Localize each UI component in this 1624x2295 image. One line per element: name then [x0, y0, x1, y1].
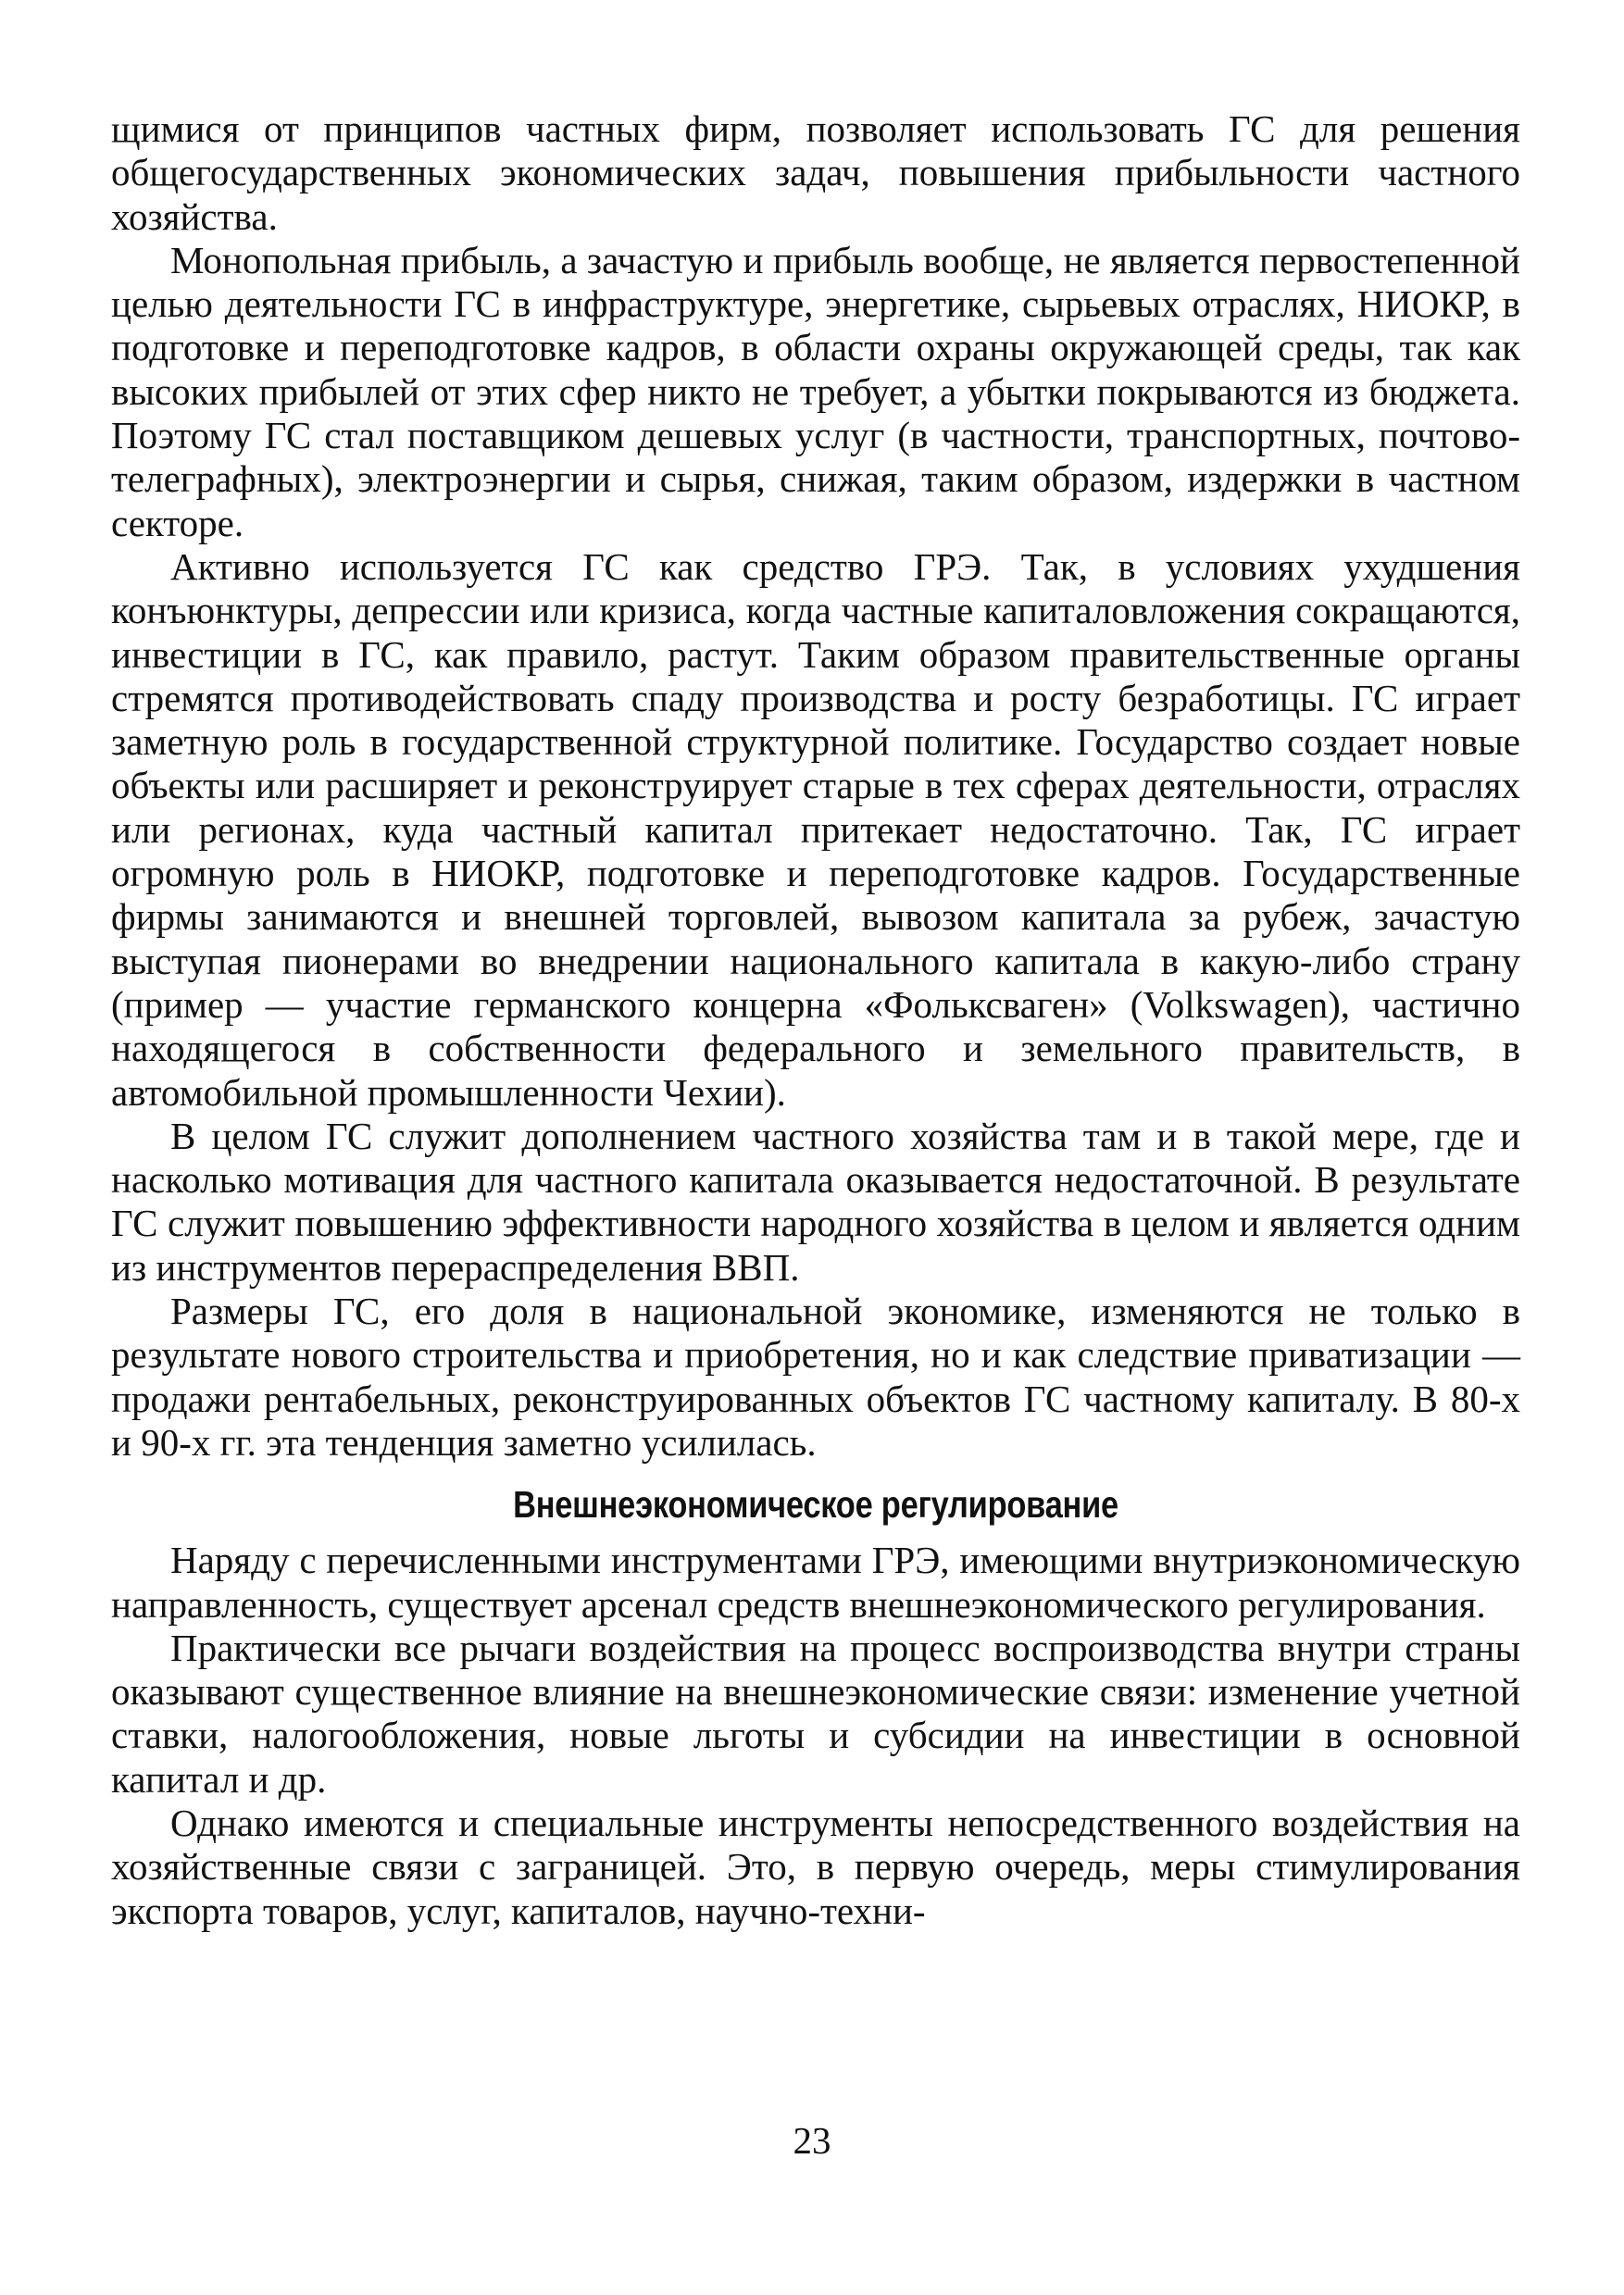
paragraph-continued: щимися от принципов частных фирм, позволяет использовать ГС для решения общегосударственных экономических задач, повышения прибыльности частного хозяйства.	[111, 107, 1520, 238]
paragraph-instruments: Наряду с перечисленными инструментами ГРЭ, имеющими внутриэкономическую направленность, существует арсенал средств внешнеэкономического регулирования.	[111, 1539, 1520, 1626]
text-column	[111, 107, 1520, 1933]
section-heading: Внешнеэкономическое регулирование	[513, 1483, 1118, 1527]
paragraph-special-instruments: Однако имеются и специальные инструменты непосредственного воздействия на хозяйственные связи с заграницей. Это, в первую очередь, меры стимулирования экспорта товаров, услуг, капиталов, научно-техни-	[111, 1801, 1520, 1932]
paragraph-levers: Практически все рычаги воздействия на процесс воспроизводства внутри страны оказывают существенное влияние на внешнеэкономические связи: изменение учетной ставки, налогообложения, новые льготы и субсидии на инвестиции в основной капитал и др.	[111, 1626, 1520, 1801]
paragraph-overall: В целом ГС служит дополнением частного хозяйства там и в такой мере, где и насколько мотивация для частного капитала оказывается недостаточной. В результате ГС служит повышению эффективности народного хозяйства в целом и является одним из инструментов перераспределения ВВП.	[111, 1114, 1520, 1289]
page-number: 23	[793, 2119, 831, 2162]
paragraph-active-use: Активно используется ГС как средство ГРЭ. Так, в условиях ухудшения конъюнктуры, депрессии или кризиса, когда частные капиталовложения сокращаются, инвестиции в ГС, как правило, растут. Таким образом правительственные органы стремятся противодействовать спаду производства и росту безработицы. ГС играет заметную роль в государственной структурной политике. Государство создает новые объекты или расширяет и реконструирует старые в тех сферах деятельности, отраслях или регионах, куда частный капитал притекает недостаточно. Так, ГС играет огромную роль в НИОКР, подготовке и переподготовке кадров. Государственные фирмы занимаются и внешней торговлей, вывозом капитала за рубеж, зачастую выступая пионерами во внедрении национального капитала в какую-либо страну (пример — участие германского концерна «Фольксваген» (Volkswagen), частично находящегося в собственности федерального и земельного правительств, в автомобильной промышленности Чехии).	[111, 544, 1520, 1114]
paragraph-size: Размеры ГС, его доля в национальной экономике, изменяются не только в результате нового строительства и приобретения, но и как следствие приватизации — продажи рентабельных, реконструированных объектов ГС частному капиталу. В 80-х и 90-х гг. эта тенденция заметно усилилась.	[111, 1290, 1520, 1464]
paragraph-monopoly-profit: Монопольная прибыль, а зачастую и прибыль вообще, не является первостепенной целью деятельности ГС в инфраструктуре, энергетике, сырьевых отраслях, НИОКР, в подготовке и переподготовке кадров, в области охраны окружающей среды, так как высоких прибылей от этих сфер никто не требует, а убытки покрываются из бюджета. Поэтому ГС стал поставщиком дешевых услуг (в частности, транспортных, почтово-телеграфных), электроэнергии и сырья, снижая, таким образом, издержки в частном секторе.	[111, 238, 1520, 544]
